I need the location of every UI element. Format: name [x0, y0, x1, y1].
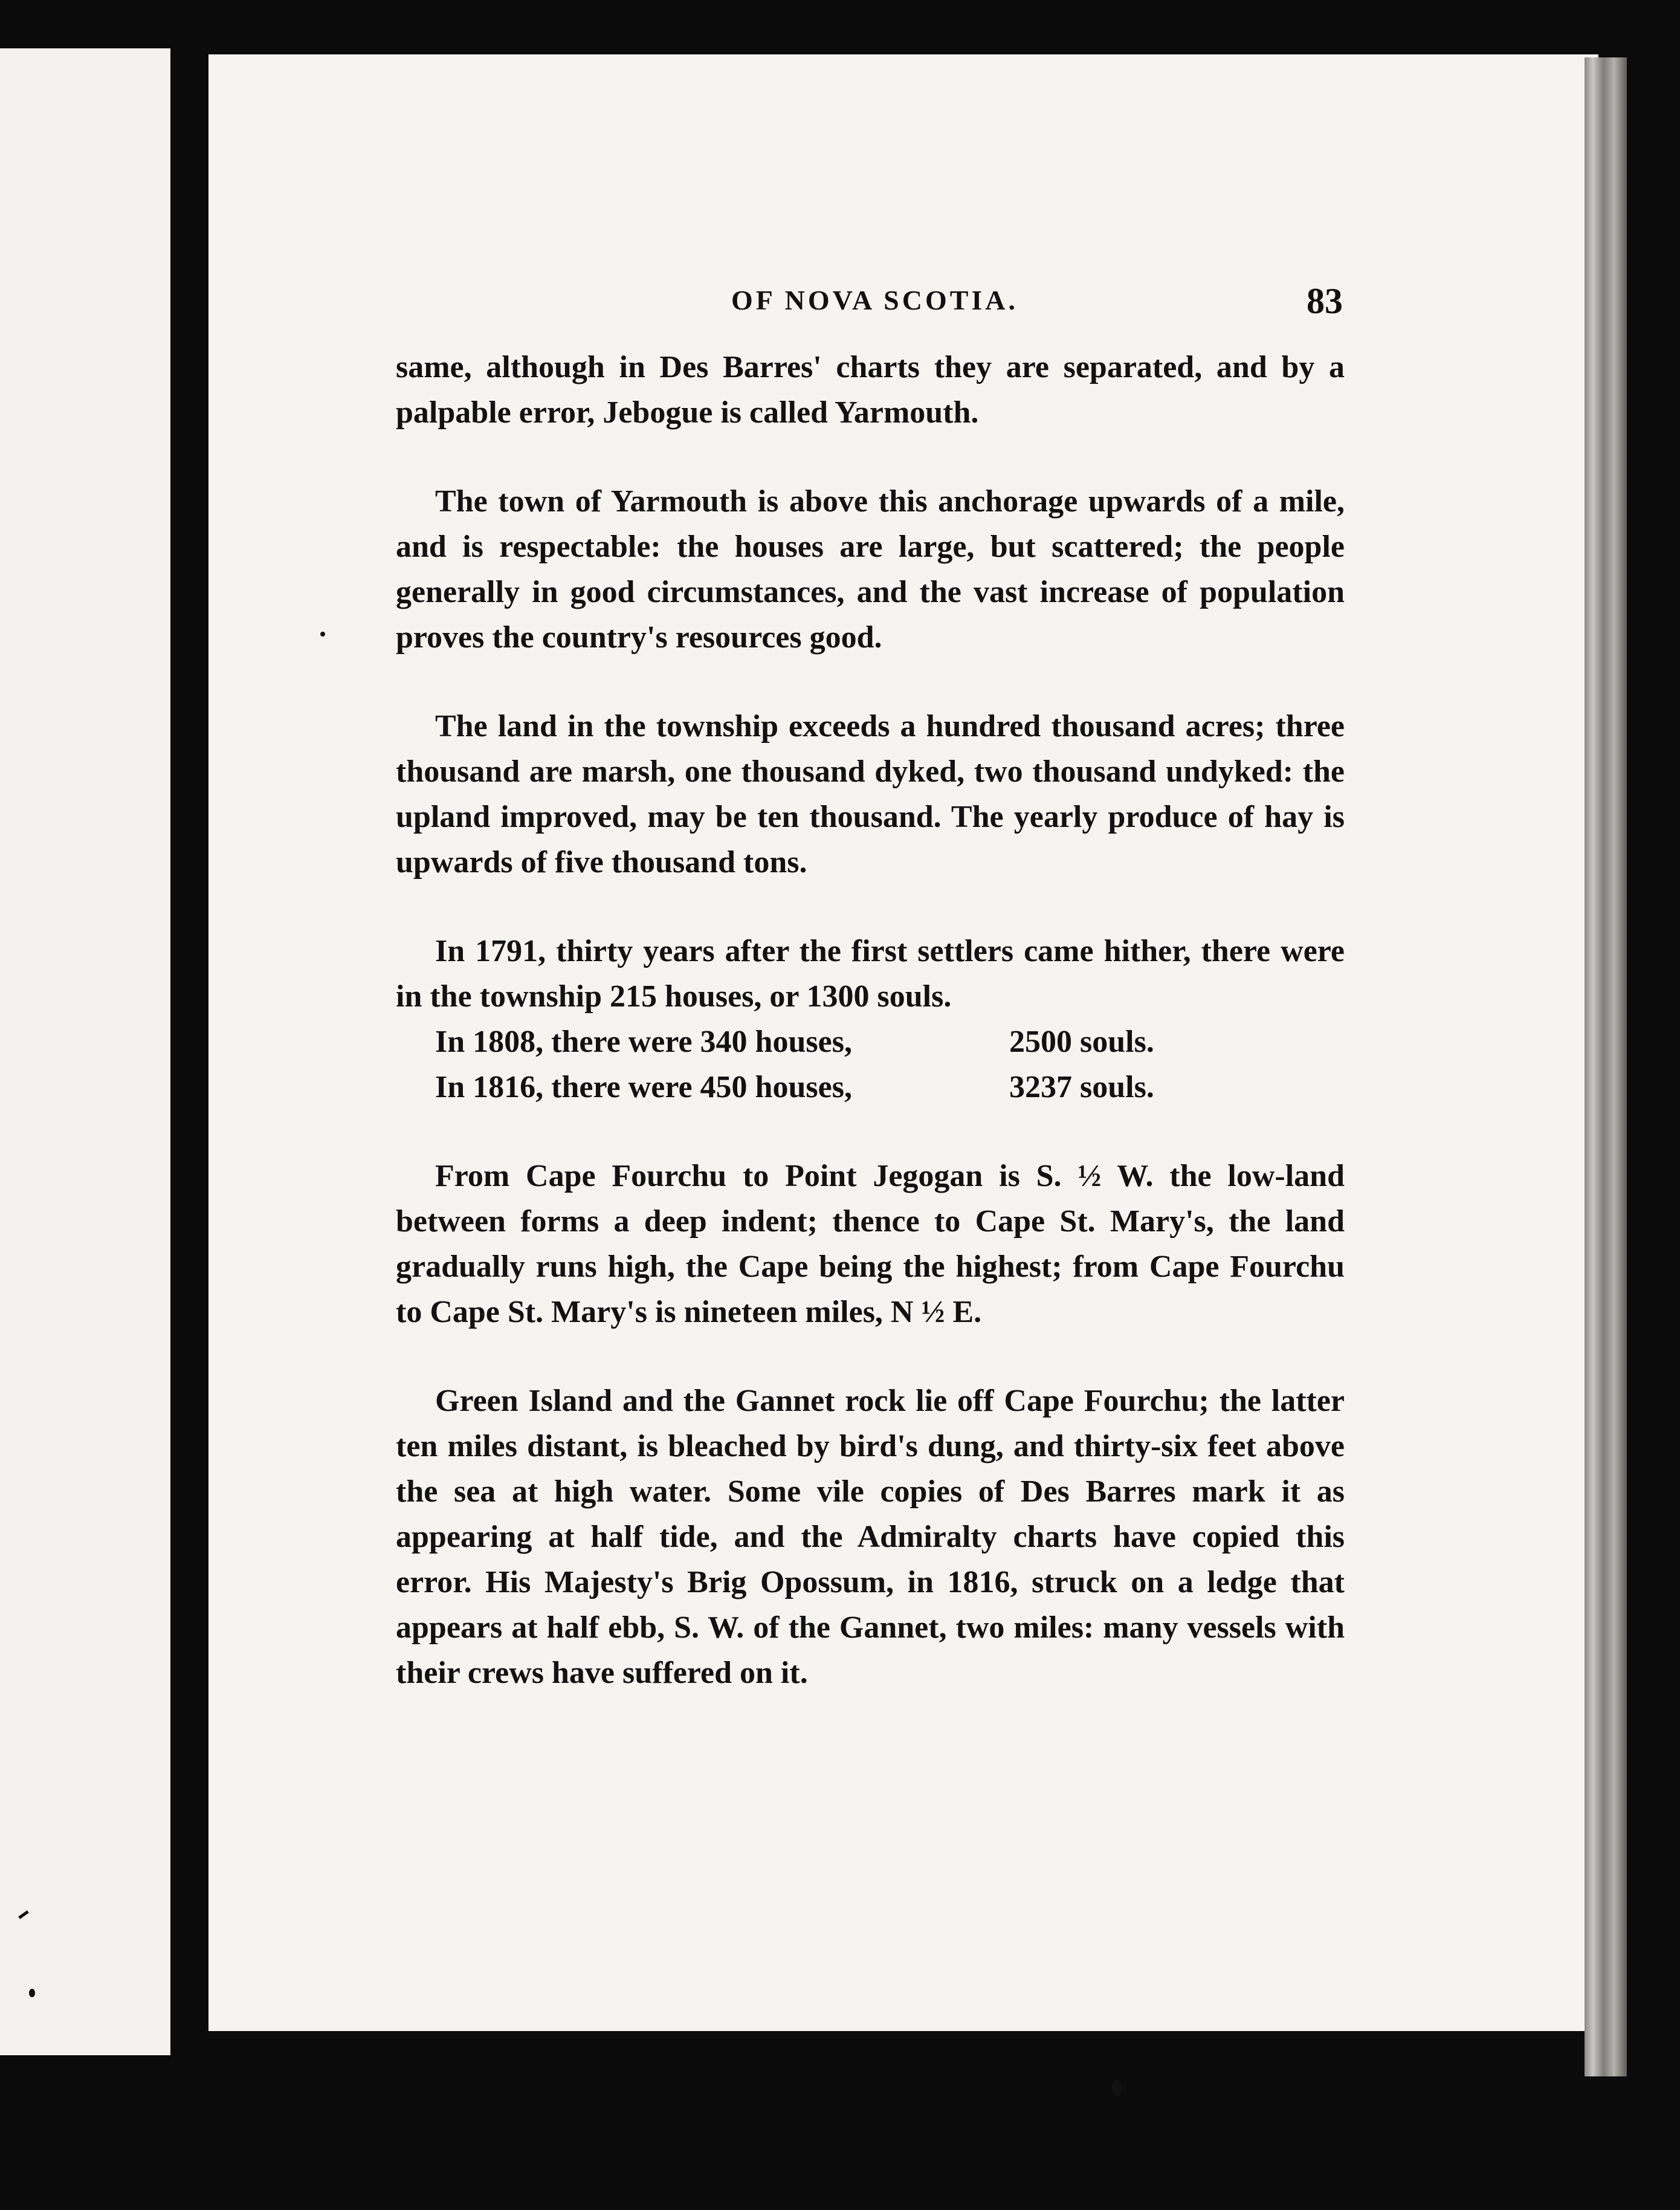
census-intro: In 1791, thirty years after the first settlers came hither, there were in the township 215 houses, or 1300 souls. — [396, 934, 1345, 1014]
census-souls: 3237 souls. — [1009, 1070, 1154, 1104]
margin-dot — [29, 1989, 35, 1997]
paragraph-gannet-rock: Green Island and the Gannet rock lie off Cape Fourchu; the latter ten miles distant, is bleached by bird's dung, and thirty-six feet above the sea at high water. Some vile copies of Des Barres mark it as appearing at half tide, and the Admiralty charts have copied this error. His Majesty's Brig Opossum, in 1816, struck on a ledge that appears at half ebb, S. W. of the Gannet, two miles: many vessels with their crews have suffered on it. — [396, 1384, 1345, 1690]
paragraph-cape-fourchu: From Cape Fourchu to Point Jegogan is S. ½ W. the low-land between forms a deep indent; thence to Cape St. Mary's, the land gradually runs high, the Cape being the highest; from Cape Fourchu to Cape St. Mary's is nineteen miles, N ½ E. — [396, 1159, 1345, 1329]
running-head: OF NOVA SCOTIA. — [731, 285, 1019, 316]
census-year: In 1816, there were 450 houses, — [435, 1070, 852, 1104]
census-souls: 2500 souls. — [1009, 1025, 1154, 1059]
census-row — [396, 1064, 1345, 1110]
census-block — [396, 928, 1345, 1110]
paragraph-yarmouth-town: The town of Yarmouth is above this anchorage upwards of a mile, and is respectable: the houses are large, but scattered; the people generally in good circumstances, and the vast increase of population proves the country's resources good. — [396, 484, 1345, 655]
page-number: 83 — [1307, 281, 1343, 321]
census-year: In 1808, there were 340 houses, — [435, 1025, 852, 1059]
bottom-ink-mark — [1112, 2079, 1122, 2096]
census-row — [396, 1019, 1345, 1064]
paragraph-township-land: The land in the township exceeds a hundred thousand acres; three thousand are marsh, one thousand dyked, two thousand undyked: the upland improved, may be ten thousand. The yearly produce of hay is upwards of five thousand tons. — [396, 709, 1345, 880]
page-stack-edge — [1585, 57, 1627, 2076]
facing-page-edge — [0, 48, 170, 2055]
body-text — [396, 345, 1345, 1739]
paragraph-continuation: same, although in Des Barres' charts they are separated, and by a palpable error, Jebogue is called Yarmouth. — [396, 350, 1345, 430]
stray-ink-mark — [320, 632, 325, 637]
